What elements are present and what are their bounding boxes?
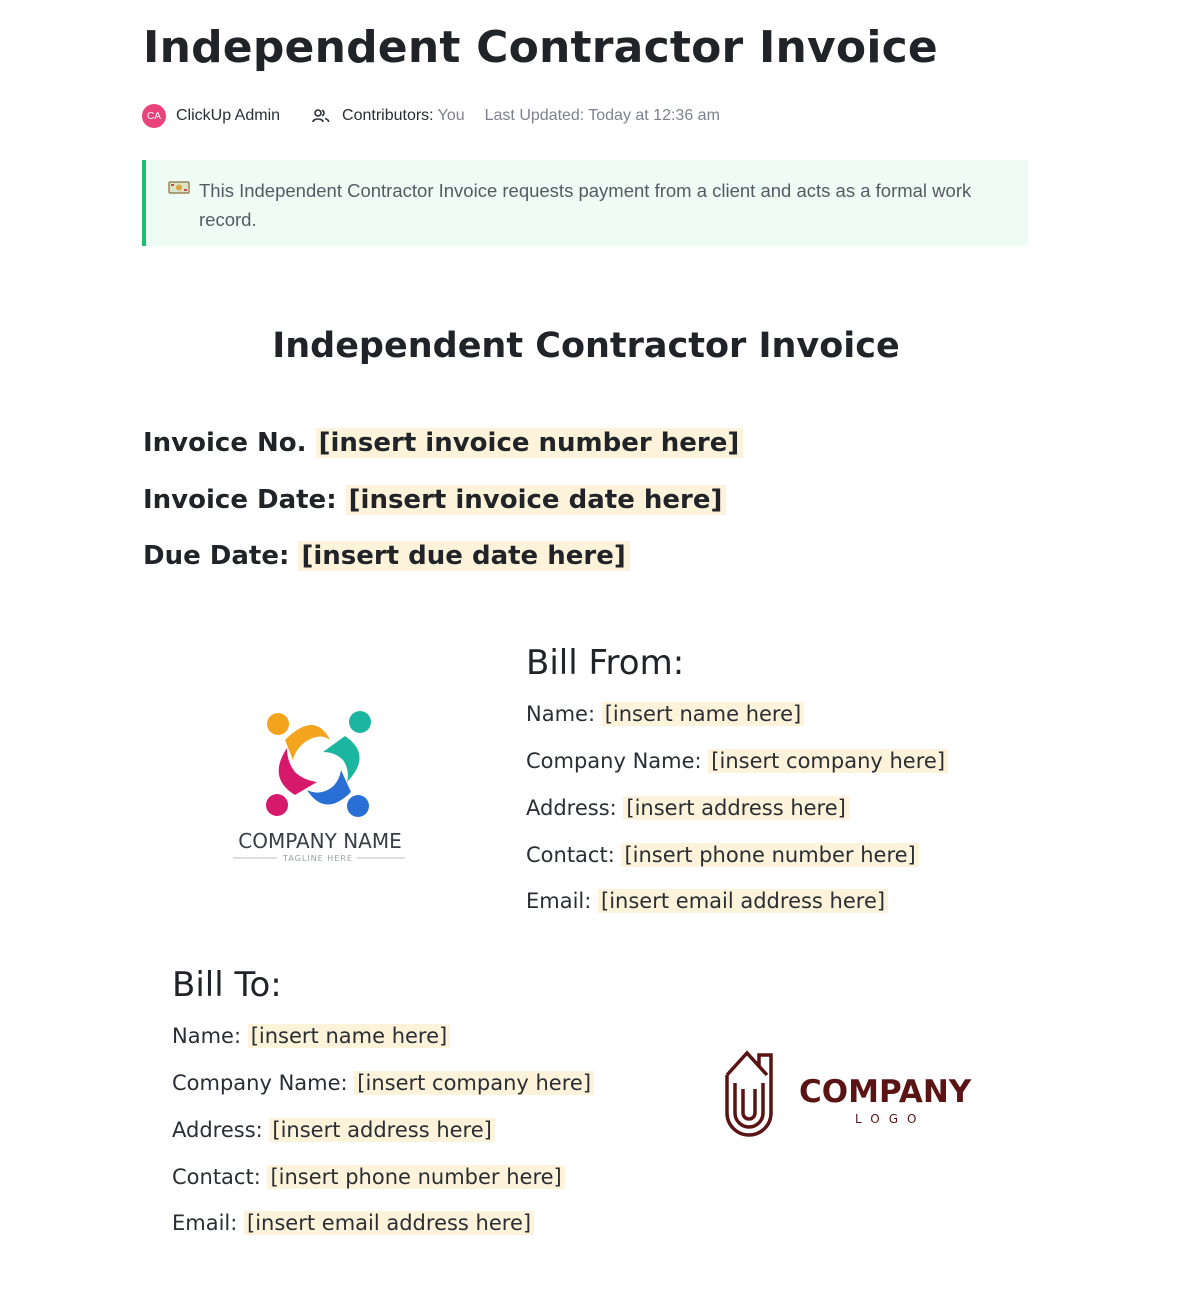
bill-from-name-row [526, 699, 804, 729]
meta-row [142, 104, 720, 128]
callout-box [142, 160, 1028, 246]
page-title: Independent Contractor Invoice [143, 22, 938, 73]
due-date-row [143, 536, 630, 576]
bill-to-contact-value[interactable]: [insert phone number here] [267, 1165, 564, 1189]
bill-to-name-label: Name: [172, 1024, 242, 1048]
company-logo-house [715, 1045, 995, 1145]
contributors-label: Contributors: [342, 107, 434, 124]
bill-from-company-label: Company Name: [526, 749, 702, 773]
company-logo-colorful [225, 700, 415, 870]
last-updated-label: Last Updated: [484, 107, 585, 124]
bill-to-name-value[interactable]: [insert name here] [248, 1024, 451, 1048]
bill-to-email-row [172, 1208, 534, 1238]
bill-from-name-label: Name: [526, 702, 596, 726]
money-icon [168, 180, 190, 201]
contributors-value[interactable]: You [437, 107, 465, 124]
invoice-date-value[interactable]: [insert invoice date here] [346, 485, 727, 515]
bill-to-company-value[interactable]: [insert company here] [354, 1071, 594, 1095]
bill-to-address-row [172, 1115, 495, 1145]
bill-to-name-row [172, 1021, 450, 1051]
logo2-company-text: COMPANY [799, 1074, 972, 1110]
bill-from-name-value[interactable]: [insert name here] [602, 702, 805, 726]
invoice-number-label: Invoice No. [143, 428, 307, 458]
bill-to-email-label: Email: [172, 1211, 238, 1235]
bill-from-address-label: Address: [526, 796, 617, 820]
invoice-heading: Independent Contractor Invoice [272, 326, 900, 366]
bill-from-contact-row [526, 840, 919, 870]
contributors-icon [310, 105, 332, 127]
bill-to-company-row [172, 1068, 594, 1098]
invoice-number-row [143, 423, 743, 463]
bill-to-company-label: Company Name: [172, 1071, 348, 1095]
bill-to-email-value[interactable]: [insert email address here] [244, 1211, 534, 1235]
bill-from-heading: Bill From: [526, 643, 685, 683]
invoice-number-value[interactable]: [insert invoice number here] [316, 428, 744, 458]
callout-text: This Independent Contractor Invoice requests payment from a client and acts as a formal work record. [199, 180, 972, 230]
logo1-company-name: COMPANY NAME [238, 829, 402, 853]
bill-to-contact-label: Contact: [172, 1165, 261, 1189]
bill-to-address-label: Address: [172, 1118, 263, 1142]
bill-from-contact-value[interactable]: [insert phone number here] [621, 843, 918, 867]
avatar[interactable]: CA [142, 104, 166, 128]
logo2-sub-text: LOGO [855, 1112, 926, 1126]
bill-to-contact-row [172, 1162, 565, 1192]
last-updated-value: Today at 12:36 am [588, 107, 720, 124]
bill-from-address-row [526, 793, 849, 823]
bill-from-email-label: Email: [526, 889, 592, 913]
author-name[interactable]: ClickUp Admin [176, 107, 281, 124]
bill-to-heading: Bill To: [172, 965, 282, 1005]
logo1-tagline: TAGLINE HERE [283, 854, 353, 863]
bill-from-email-value[interactable]: [insert email address here] [598, 889, 888, 913]
invoice-date-label: Invoice Date: [143, 485, 337, 515]
bill-to-address-value[interactable]: [insert address here] [269, 1118, 494, 1142]
bill-from-company-value[interactable]: [insert company here] [708, 749, 948, 773]
bill-from-contact-label: Contact: [526, 843, 615, 867]
bill-from-address-value[interactable]: [insert address here] [623, 796, 848, 820]
invoice-date-row [143, 480, 726, 520]
due-date-label: Due Date: [143, 541, 290, 571]
bill-from-company-row [526, 746, 948, 776]
bill-from-email-row [526, 886, 888, 916]
due-date-value[interactable]: [insert due date here] [298, 541, 629, 571]
